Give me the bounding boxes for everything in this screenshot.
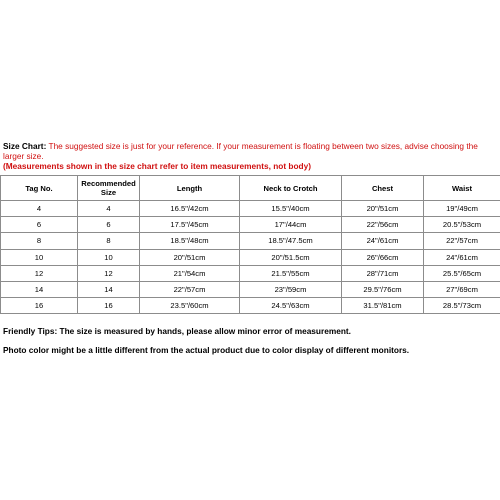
size-chart-label: Size Chart: xyxy=(3,141,47,151)
cell-recommended-size: 14 xyxy=(78,281,140,297)
cell-length: 21"/54cm xyxy=(140,265,240,281)
cell-neck-to-crotch: 23"/59cm xyxy=(240,281,342,297)
header-recommended-size: Recommended Size xyxy=(78,176,140,201)
cell-chest: 24"/61cm xyxy=(342,233,424,249)
measurement-note: (Measurements shown in the size chart refer to item measurements, not body) xyxy=(3,161,311,171)
cell-recommended-size: 10 xyxy=(78,249,140,265)
cell-chest: 22"/56cm xyxy=(342,217,424,233)
header-neck-to-crotch: Neck to Crotch xyxy=(240,176,342,201)
cell-tag-no: 6 xyxy=(1,217,78,233)
cell-tag-no: 10 xyxy=(1,249,78,265)
cell-neck-to-crotch: 17"/44cm xyxy=(240,217,342,233)
table-header-row xyxy=(1,176,500,201)
size-advice-note: The suggested size is just for your reference. If your measurement is floating between two sizes, advise choosing the larger size. xyxy=(3,141,478,161)
table-row xyxy=(1,217,500,233)
cell-waist: 20.5"/53cm xyxy=(424,217,500,233)
table-row xyxy=(1,249,500,265)
table-row xyxy=(1,233,500,249)
cell-waist: 28.5"/73cm xyxy=(424,298,500,314)
cell-waist: 22"/57cm xyxy=(424,233,500,249)
cell-waist: 25.5"/65cm xyxy=(424,265,500,281)
photo-color-note: Photo color might be a little different from the actual product due to color display of different monitors. xyxy=(3,345,410,355)
table-row xyxy=(1,281,500,297)
table-row xyxy=(1,298,500,314)
table-row xyxy=(1,201,500,217)
table-row xyxy=(1,265,500,281)
header-chest: Chest xyxy=(342,176,424,201)
cell-length: 16.5"/42cm xyxy=(140,201,240,217)
cell-chest: 26"/66cm xyxy=(342,249,424,265)
header-waist: Waist xyxy=(424,176,500,201)
cell-length: 17.5"/45cm xyxy=(140,217,240,233)
header-tag-no: Tag No. xyxy=(1,176,78,201)
cell-recommended-size: 12 xyxy=(78,265,140,281)
cell-neck-to-crotch: 18.5"/47.5cm xyxy=(240,233,342,249)
cell-tag-no: 8 xyxy=(1,233,78,249)
cell-length: 23.5"/60cm xyxy=(140,298,240,314)
size-chart-intro xyxy=(3,141,498,171)
cell-chest: 31.5"/81cm xyxy=(342,298,424,314)
cell-neck-to-crotch: 15.5"/40cm xyxy=(240,201,342,217)
cell-recommended-size: 6 xyxy=(78,217,140,233)
cell-neck-to-crotch: 21.5"/55cm xyxy=(240,265,342,281)
cell-neck-to-crotch: 24.5"/63cm xyxy=(240,298,342,314)
cell-chest: 20"/51cm xyxy=(342,201,424,217)
cell-length: 20"/51cm xyxy=(140,249,240,265)
cell-waist: 19"/49cm xyxy=(424,201,500,217)
size-table xyxy=(0,175,500,314)
cell-length: 18.5"/48cm xyxy=(140,233,240,249)
cell-tag-no: 14 xyxy=(1,281,78,297)
friendly-tips: Friendly Tips: The size is measured by hands, please allow minor error of measurement. xyxy=(3,326,351,336)
cell-recommended-size: 8 xyxy=(78,233,140,249)
cell-chest: 28"/71cm xyxy=(342,265,424,281)
cell-neck-to-crotch: 20"/51.5cm xyxy=(240,249,342,265)
cell-waist: 24"/61cm xyxy=(424,249,500,265)
cell-tag-no: 4 xyxy=(1,201,78,217)
cell-tag-no: 16 xyxy=(1,298,78,314)
cell-chest: 29.5"/76cm xyxy=(342,281,424,297)
cell-recommended-size: 16 xyxy=(78,298,140,314)
cell-waist: 27"/69cm xyxy=(424,281,500,297)
cell-tag-no: 12 xyxy=(1,265,78,281)
cell-recommended-size: 4 xyxy=(78,201,140,217)
cell-length: 22"/57cm xyxy=(140,281,240,297)
header-length: Length xyxy=(140,176,240,201)
